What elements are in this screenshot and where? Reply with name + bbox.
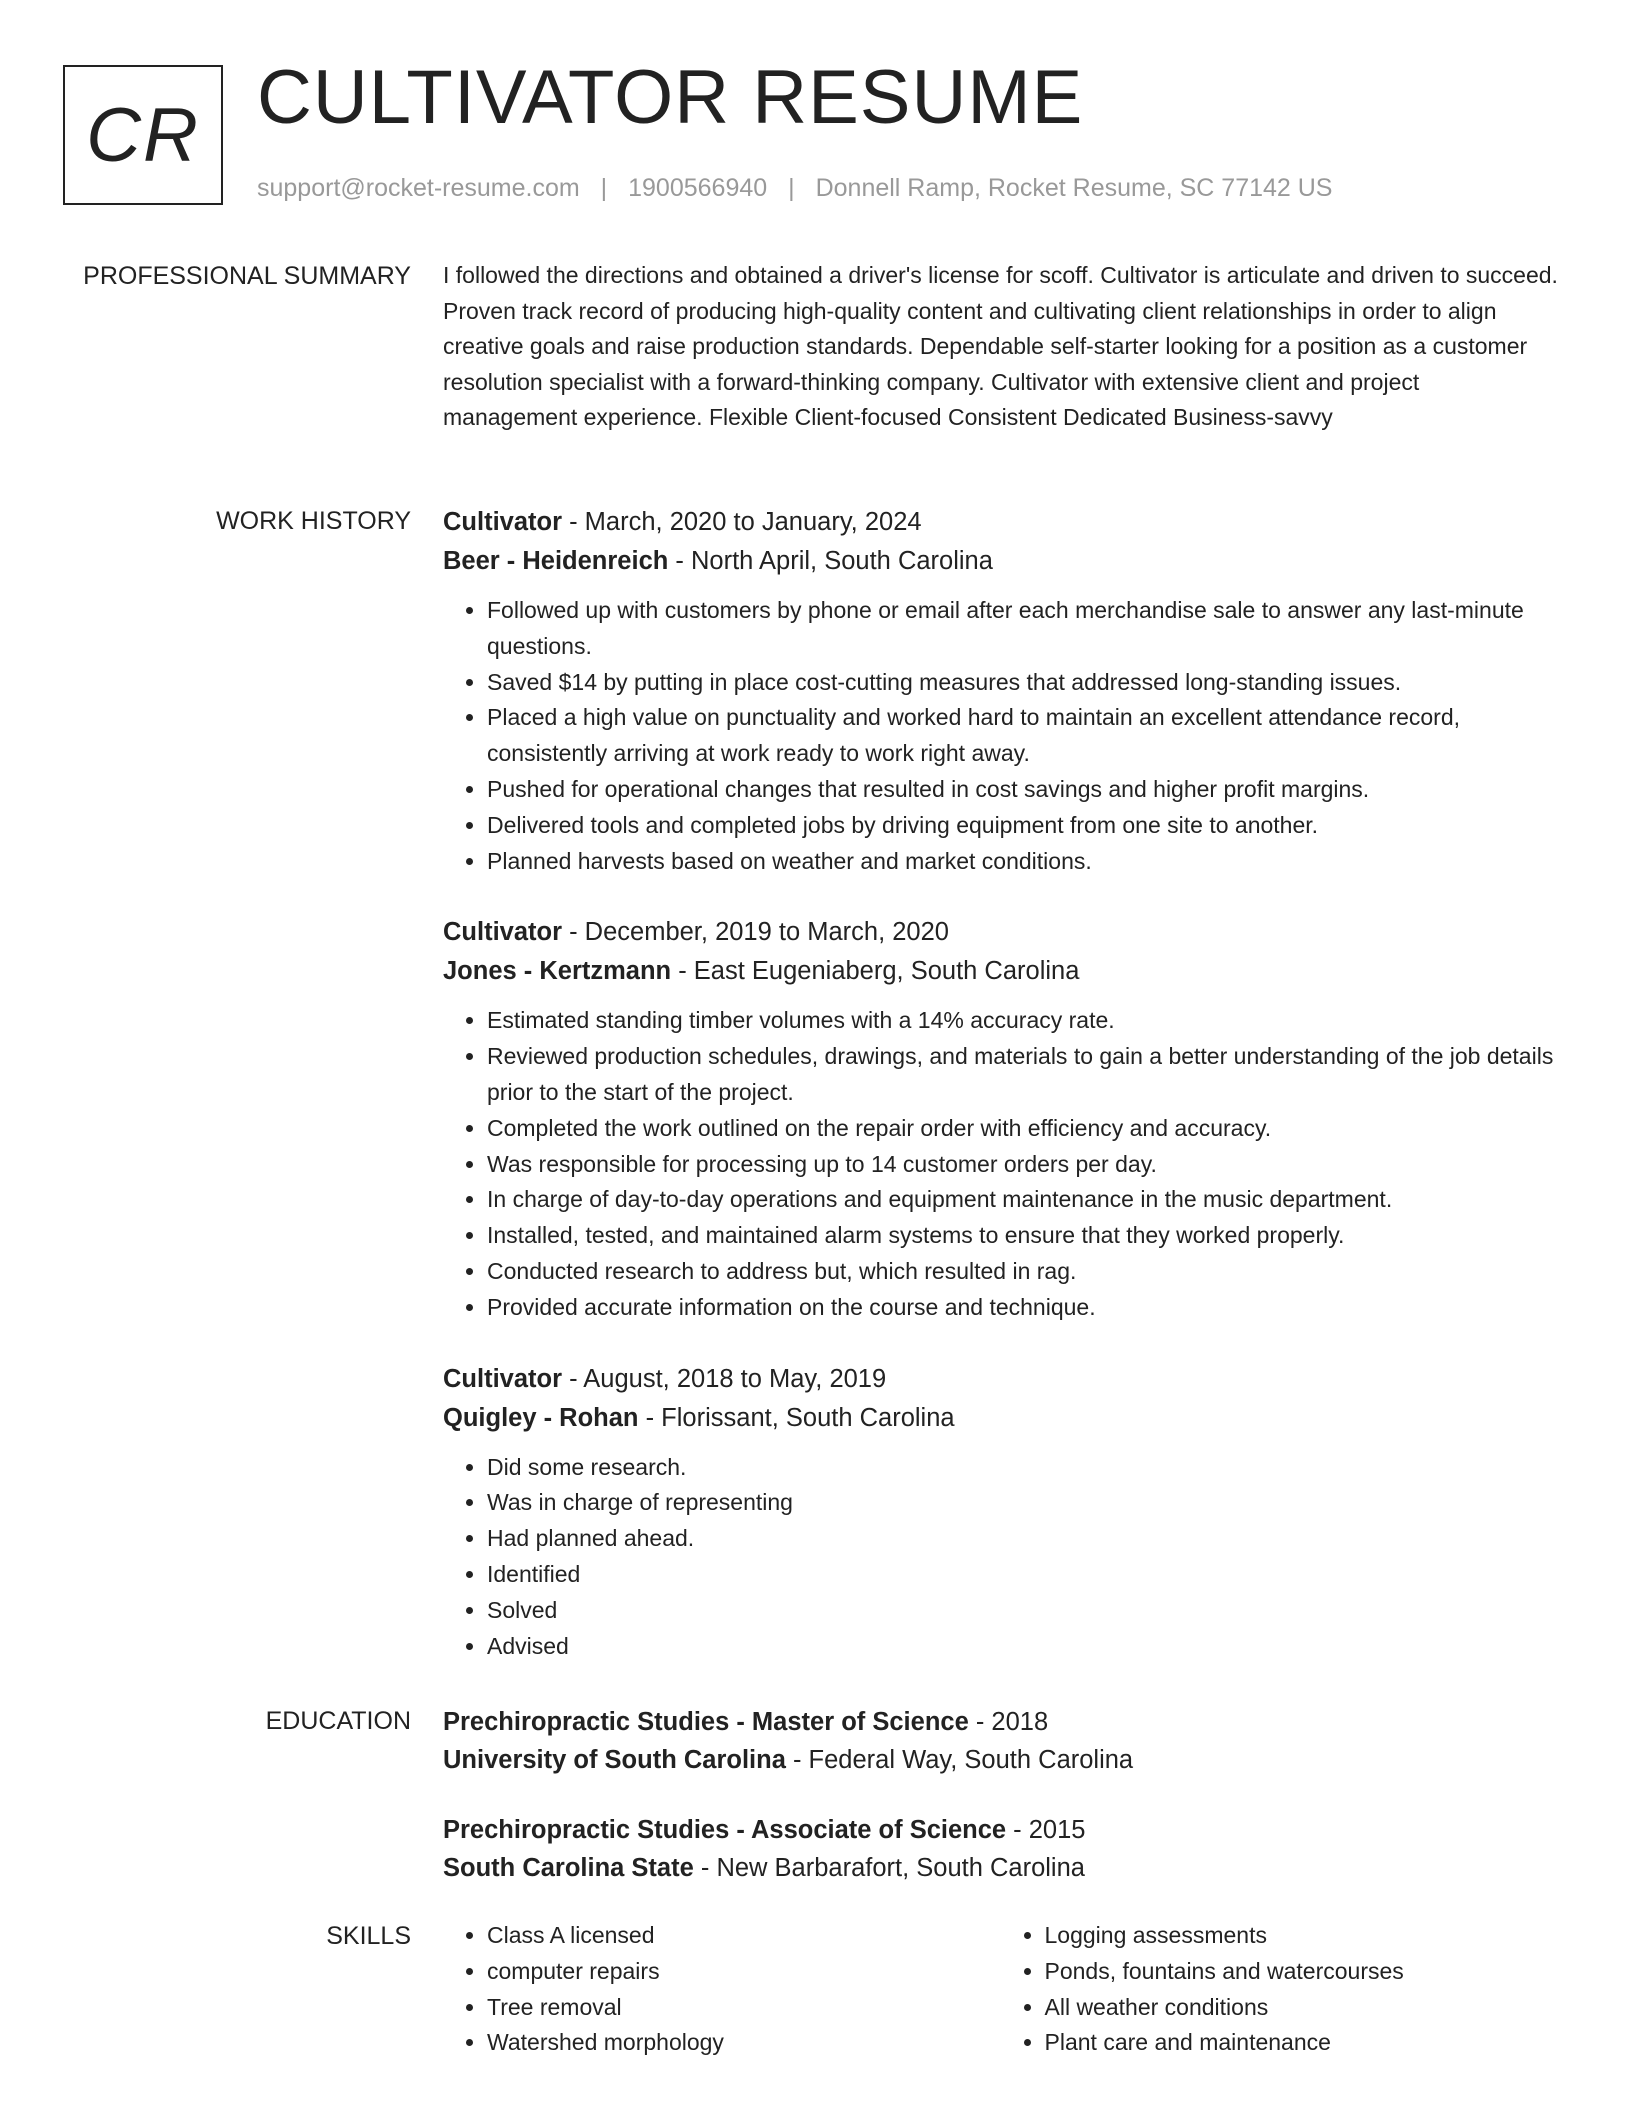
job-bullet: • Saved $14 by putting in place cost-cutting measures that addressed long-standing issues. [487,665,1558,701]
skill-item: • Class A licensed [487,1918,1001,1954]
summary-text: I followed the directions and obtained a driver's license for scoff. Cultivator is articulate and driven to succeed. Proven track record of producing high-quality content and cultivating client relationships in order to align creative goals and raise production standards. Dependable self-starter looking for a position as a customer resolution specialist with a forward-thinking company. Cultivator with extensive client and project management experience. Flexible Client-focused Consistent Dedicated Business-savvy [443,262,1558,431]
job-bullet: • Followed up with customers by phone or email after each merchandise sale to answer any last-minute questions. [487,593,1558,665]
education-school: South Carolina State [443,1854,694,1882]
education-degree: Prechiropractic Studies - Master of Science [443,1708,969,1736]
job-employer: Quigley - Rohan [443,1403,639,1432]
job-dates: - December, 2019 to March, 2020 [562,918,949,947]
section-heading-summary: PROFESSIONAL SUMMARY [83,262,411,290]
job-title-line [443,1360,1558,1399]
section-heading-education: EDUCATION [265,1707,411,1735]
job-location: - Florissant, South Carolina [638,1403,955,1432]
skill-item: • Logging assessments [1045,1918,1559,1954]
job-employer-line [443,542,1558,581]
skill-item: • computer repairs [487,1954,1001,1990]
job-title-line [443,503,1558,542]
job-bullet: • Identified [487,1557,1558,1593]
skill-item: • Watershed morphology [487,2025,1001,2061]
job-bullet: • Provided accurate information on the course and technique. [487,1290,1558,1326]
contact-separator: | [600,174,608,202]
job-title: Cultivator [443,1364,563,1393]
job-bullet: • In charge of day-to-day operations and equipment maintenance in the music department. [487,1182,1558,1218]
job-bullet: • Was in charge of representing [487,1485,1558,1521]
contact-email[interactable]: support@rocket-resume.com [257,174,580,202]
education-degree-line [443,1703,1558,1741]
job-title: Cultivator [443,918,563,947]
contact-separator: | [788,174,795,202]
contact-address: Donnell Ramp, Rocket Resume, SC 77142 US [815,174,1333,202]
contact-line [257,174,1333,203]
job-bullet: • Reviewed production schedules, drawings, and materials to gain a better understanding of the job details prior to the start of the project. [487,1039,1558,1111]
monogram-logo: CR [63,65,223,205]
job-bullet: • Had planned ahead. [487,1521,1558,1557]
job-bullet-list [443,1003,1558,1325]
education-location: - Federal Way, South Carolina [785,1746,1134,1774]
skill-item: • Plant care and maintenance [1045,2025,1559,2061]
job-bullet: • Pushed for operational changes that resulted in cost savings and higher profit margins. [487,772,1558,808]
education-school-line [443,1741,1558,1779]
job-bullet: • Placed a high value on punctuality and worked hard to maintain an excellent attendance record, consistently arriving at work ready to work right away. [487,700,1558,772]
education-year: - 2015 [1006,1816,1086,1844]
section-heading-skills: SKILLS [326,1922,411,1950]
job-bullet: • Solved [487,1593,1558,1629]
job-bullet: • Installed, tested, and maintained alarm systems to ensure that they worked properly. [487,1218,1558,1254]
job-bullet: • Completed the work outlined on the repair order with efficiency and accuracy. [487,1111,1558,1147]
skill-item: • All weather conditions [1045,1990,1559,2026]
job-bullet: • Did some research. [487,1450,1558,1486]
job-bullet: • Advised [487,1629,1558,1665]
skill-item: • Ponds, fountains and watercourses [1045,1954,1559,1990]
job-title-line [443,913,1558,952]
education-year: - 2018 [968,1708,1049,1736]
job-bullet: • Planned harvests based on weather and market conditions. [487,844,1558,880]
job-entry [443,1360,1558,1665]
education-school: University of South Carolina [443,1746,786,1774]
education-entry [443,1811,1558,1887]
job-bullet: • Delivered tools and completed jobs by driving equipment from one site to another. [487,808,1558,844]
education-location: - New Barbarafort, South Carolina [693,1854,1085,1882]
education-degree-line [443,1811,1558,1849]
job-entry [443,913,1558,1325]
skills-column-right [1001,1918,1559,2061]
job-location: - East Eugeniaberg, South Carolina [671,957,1080,986]
job-employer: Jones - Kertzmann [443,957,672,986]
job-employer-line [443,1399,1558,1438]
skills-grid [443,1918,1558,2061]
job-employer: Beer - Heidenreich [443,547,669,575]
job-location: - North April, South Carolina [668,547,993,575]
education-degree: Prechiropractic Studies - Associate of Science [443,1816,1007,1844]
resume-title: CULTIVATOR RESUME [257,55,1084,140]
education-school-line [443,1849,1558,1887]
job-entry [443,503,1558,879]
job-bullet-list [443,1450,1558,1665]
job-dates: - August, 2018 to May, 2019 [562,1364,887,1393]
section-heading-work-history: WORK HISTORY [216,507,411,535]
skill-item: • Tree removal [487,1990,1001,2026]
education-entry [443,1703,1558,1779]
job-employer-line [443,952,1558,991]
job-bullet: • Was responsible for processing up to 14 customer orders per day. [487,1147,1558,1183]
job-title: Cultivator [443,508,563,536]
job-bullet-list [443,593,1558,879]
job-bullet: • Estimated standing timber volumes with a 14% accuracy rate. [487,1003,1558,1039]
contact-phone[interactable]: 1900566940 [628,174,768,202]
skills-column-left [443,1918,1001,2061]
job-bullet: • Conducted research to address but, which resulted in rag. [487,1254,1558,1290]
job-dates: - March, 2020 to January, 2024 [562,508,922,536]
